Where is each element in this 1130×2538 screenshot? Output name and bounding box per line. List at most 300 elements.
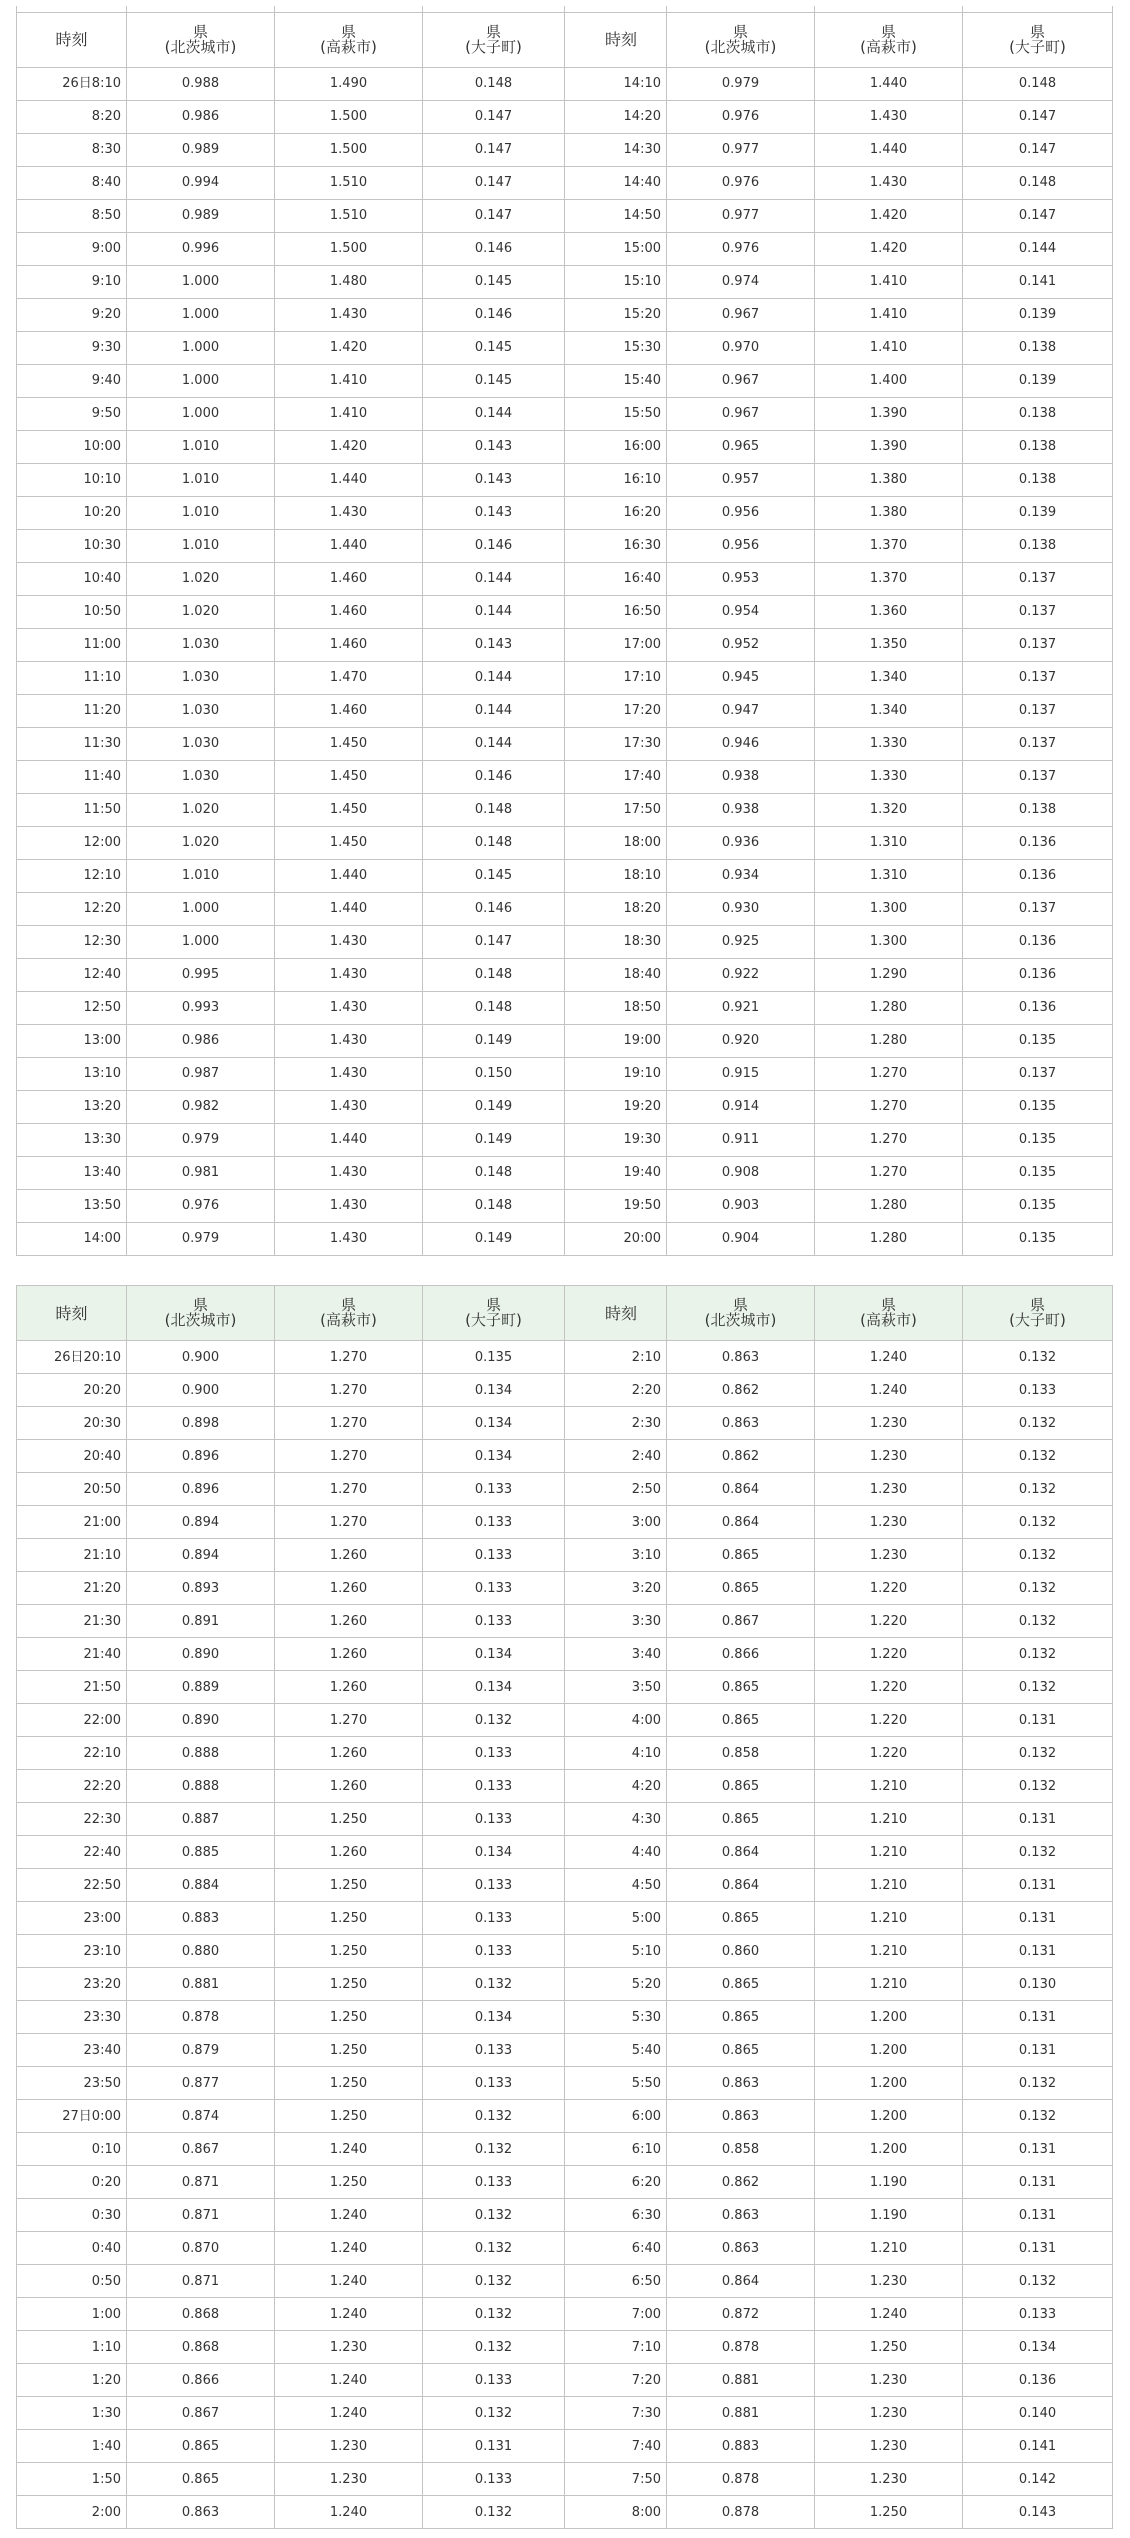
- time-cell: 3:10: [565, 1539, 667, 1572]
- takahagi-value: 1.290: [815, 958, 963, 991]
- daigo-value: 0.133: [423, 2463, 565, 2496]
- daigo-value: 0.148: [963, 67, 1113, 100]
- kitaibaraki-value: 0.889: [127, 1671, 275, 1704]
- takahagi-value: 1.480: [275, 265, 423, 298]
- kitaibaraki-value: 1.030: [127, 694, 275, 727]
- table-row: [17, 991, 1113, 1024]
- takahagi-value: 1.260: [275, 1605, 423, 1638]
- takahagi-value: 1.410: [275, 364, 423, 397]
- table-row: [17, 1407, 1113, 1440]
- daigo-value: 0.144: [423, 397, 565, 430]
- daigo-value: 0.135: [963, 1189, 1113, 1222]
- time-cell: 10:00: [17, 430, 127, 463]
- time-cell: 14:30: [565, 133, 667, 166]
- daigo-value: 0.144: [423, 694, 565, 727]
- kitaibaraki-value: 0.957: [667, 463, 815, 496]
- time-cell: 12:30: [17, 925, 127, 958]
- takahagi-value: 1.450: [275, 826, 423, 859]
- table-row: [17, 1189, 1113, 1222]
- daigo-value: 0.137: [963, 760, 1113, 793]
- kitaibaraki-value: 0.925: [667, 925, 815, 958]
- daigo-value: 0.144: [963, 232, 1113, 265]
- takahagi-value: 1.430: [815, 100, 963, 133]
- kitaibaraki-value: 0.888: [127, 1737, 275, 1770]
- daigo-value: 0.143: [423, 463, 565, 496]
- time-cell: 10:50: [17, 595, 127, 628]
- takahagi-value: 1.430: [275, 1156, 423, 1189]
- daigo-value: 0.134: [423, 1440, 565, 1473]
- time-cell: 20:00: [565, 1222, 667, 1255]
- takahagi-value: 1.220: [815, 1704, 963, 1737]
- daigo-value: 0.133: [423, 1803, 565, 1836]
- daigo-header: 県 (大子町): [423, 1286, 565, 1341]
- takahagi-value: 1.450: [275, 727, 423, 760]
- takahagi-value: 1.230: [815, 2364, 963, 2397]
- time-cell: 0:50: [17, 2265, 127, 2298]
- daigo-value: 0.146: [423, 760, 565, 793]
- kitaibaraki-value: 0.874: [127, 2100, 275, 2133]
- daigo-value: 0.143: [963, 2496, 1113, 2529]
- table-row: [17, 166, 1113, 199]
- daigo-value: 0.133: [963, 2298, 1113, 2331]
- kitaibaraki-value: 0.881: [667, 2397, 815, 2430]
- time-cell: 16:20: [565, 496, 667, 529]
- time-cell: 22:10: [17, 1737, 127, 1770]
- table-row: [17, 892, 1113, 925]
- takahagi-value: 1.370: [815, 529, 963, 562]
- time-cell: 1:40: [17, 2430, 127, 2463]
- kitaibaraki-value: 0.865: [667, 1770, 815, 1803]
- time-cell: 7:00: [565, 2298, 667, 2331]
- time-cell: 6:10: [565, 2133, 667, 2166]
- daigo-header: 県 (大子町): [423, 12, 565, 67]
- time-cell: 2:40: [565, 1440, 667, 1473]
- takahagi-value: 1.430: [275, 925, 423, 958]
- daigo-value: 0.136: [963, 958, 1113, 991]
- table-row: [17, 2067, 1113, 2100]
- daigo-value: 0.133: [423, 1869, 565, 1902]
- kitaibaraki-value: 1.010: [127, 463, 275, 496]
- kitaibaraki-value: 0.872: [667, 2298, 815, 2331]
- kitaibaraki-value: 0.887: [127, 1803, 275, 1836]
- time-cell: 9:40: [17, 364, 127, 397]
- kitaibaraki-value: 0.945: [667, 661, 815, 694]
- takahagi-value: 1.410: [275, 397, 423, 430]
- time-cell: 5:10: [565, 1935, 667, 1968]
- kitaibaraki-value: 0.863: [667, 2199, 815, 2232]
- daigo-value: 0.132: [423, 2265, 565, 2298]
- takahagi-header: 県 (高萩市): [815, 12, 963, 67]
- daigo-value: 0.133: [423, 1506, 565, 1539]
- time-cell: 7:20: [565, 2364, 667, 2397]
- time-cell: 3:00: [565, 1506, 667, 1539]
- kitaibaraki-value: 0.858: [667, 1737, 815, 1770]
- time-cell: 0:10: [17, 2133, 127, 2166]
- takahagi-value: 1.210: [815, 1836, 963, 1869]
- daigo-value: 0.133: [423, 2166, 565, 2199]
- daigo-value: 0.135: [963, 1156, 1113, 1189]
- takahagi-value: 1.270: [275, 1407, 423, 1440]
- takahagi-value: 1.220: [815, 1638, 963, 1671]
- kitaibaraki-value: 1.000: [127, 925, 275, 958]
- time-cell: 17:20: [565, 694, 667, 727]
- kitaibaraki-value: 0.878: [667, 2496, 815, 2529]
- table-row: [17, 364, 1113, 397]
- time-cell: 6:20: [565, 2166, 667, 2199]
- kitaibaraki-value: 1.020: [127, 826, 275, 859]
- table-body: [17, 1341, 1113, 2529]
- daigo-value: 0.150: [423, 1057, 565, 1090]
- daigo-value: 0.133: [423, 1737, 565, 1770]
- takahagi-header: 県 (高萩市): [275, 1286, 423, 1341]
- table-row: [17, 1902, 1113, 1935]
- table-row: [17, 2100, 1113, 2133]
- time-cell: 7:40: [565, 2430, 667, 2463]
- time-cell: 5:40: [565, 2034, 667, 2067]
- time-cell: 20:50: [17, 1473, 127, 1506]
- daigo-value: 0.148: [423, 826, 565, 859]
- table-row: [17, 1473, 1113, 1506]
- time-cell: 13:20: [17, 1090, 127, 1123]
- table-row: [17, 133, 1113, 166]
- time-cell: 14:50: [565, 199, 667, 232]
- time-cell: 15:40: [565, 364, 667, 397]
- table-row: [17, 2199, 1113, 2232]
- table-row: [17, 1968, 1113, 2001]
- table-row: [17, 298, 1113, 331]
- daigo-value: 0.137: [963, 694, 1113, 727]
- kitaibaraki-value: 1.000: [127, 298, 275, 331]
- time-cell: 0:30: [17, 2199, 127, 2232]
- time-cell: 17:00: [565, 628, 667, 661]
- takahagi-value: 1.420: [275, 331, 423, 364]
- daigo-value: 0.145: [423, 331, 565, 364]
- time-cell: 19:40: [565, 1156, 667, 1189]
- time-cell: 21:00: [17, 1506, 127, 1539]
- kitaibaraki-value: 0.996: [127, 232, 275, 265]
- daigo-value: 0.144: [423, 661, 565, 694]
- time-cell: 11:50: [17, 793, 127, 826]
- kitaibaraki-value: 1.030: [127, 727, 275, 760]
- daigo-value: 0.138: [963, 793, 1113, 826]
- time-cell: 12:50: [17, 991, 127, 1024]
- table-row: [17, 661, 1113, 694]
- daigo-value: 0.133: [423, 1572, 565, 1605]
- kitaibaraki-value: 0.965: [667, 430, 815, 463]
- time-cell: 11:20: [17, 694, 127, 727]
- table-row: [17, 727, 1113, 760]
- time-cell: 18:50: [565, 991, 667, 1024]
- takahagi-value: 1.270: [275, 1440, 423, 1473]
- daigo-value: 0.148: [963, 166, 1113, 199]
- time-cell: 23:40: [17, 2034, 127, 2067]
- takahagi-value: 1.270: [275, 1473, 423, 1506]
- daigo-value: 0.144: [423, 595, 565, 628]
- daigo-value: 0.133: [423, 1770, 565, 1803]
- daigo-value: 0.136: [963, 826, 1113, 859]
- takahagi-value: 1.230: [815, 1473, 963, 1506]
- takahagi-value: 1.460: [275, 562, 423, 595]
- time-cell: 0:20: [17, 2166, 127, 2199]
- kitaibaraki-value: 1.000: [127, 397, 275, 430]
- daigo-value: 0.135: [963, 1123, 1113, 1156]
- takahagi-value: 1.300: [815, 892, 963, 925]
- daigo-value: 0.134: [423, 1638, 565, 1671]
- time-cell: 18:10: [565, 859, 667, 892]
- table-row: [17, 529, 1113, 562]
- daigo-value: 0.147: [963, 199, 1113, 232]
- kitaibaraki-value: 1.000: [127, 364, 275, 397]
- kitaibaraki-value: 0.936: [667, 826, 815, 859]
- takahagi-value: 1.280: [815, 1024, 963, 1057]
- kitaibaraki-value: 0.865: [127, 2463, 275, 2496]
- table-row: [17, 331, 1113, 364]
- kitaibaraki-value: 0.981: [127, 1156, 275, 1189]
- takahagi-value: 1.460: [275, 694, 423, 727]
- kitaibaraki-value: 0.867: [127, 2397, 275, 2430]
- daigo-value: 0.131: [963, 2199, 1113, 2232]
- daigo-value: 0.134: [423, 2001, 565, 2034]
- takahagi-value: 1.450: [275, 760, 423, 793]
- time-cell: 13:00: [17, 1024, 127, 1057]
- time-cell: 7:50: [565, 2463, 667, 2496]
- daigo-value: 0.142: [963, 2463, 1113, 2496]
- kitaibaraki-value: 0.967: [667, 298, 815, 331]
- kitaibaraki-value: 0.970: [667, 331, 815, 364]
- time-cell: 10:20: [17, 496, 127, 529]
- kitaibaraki-value: 0.976: [667, 100, 815, 133]
- kitaibaraki-value: 0.862: [667, 2166, 815, 2199]
- time-cell: 10:10: [17, 463, 127, 496]
- kitaibaraki-value: 0.890: [127, 1704, 275, 1737]
- takahagi-value: 1.260: [275, 1770, 423, 1803]
- kitaibaraki-value: 0.867: [667, 1605, 815, 1638]
- kitaibaraki-value: 0.866: [127, 2364, 275, 2397]
- table-row: [17, 760, 1113, 793]
- daigo-value: 0.133: [423, 2067, 565, 2100]
- table-row: [17, 2364, 1113, 2397]
- time-cell: 19:20: [565, 1090, 667, 1123]
- kitaibaraki-value: 0.864: [667, 1473, 815, 1506]
- header-row: [17, 1286, 1113, 1341]
- kitaibaraki-value: 0.864: [667, 1506, 815, 1539]
- time-cell: 26日8:10: [17, 67, 127, 100]
- kitaibaraki-value: 1.010: [127, 496, 275, 529]
- table-row: [17, 1770, 1113, 1803]
- time-cell: 9:00: [17, 232, 127, 265]
- kitaibaraki-value: 0.865: [667, 1968, 815, 2001]
- takahagi-value: 1.430: [275, 1090, 423, 1123]
- takahagi-value: 1.210: [815, 2232, 963, 2265]
- table-row: [17, 2331, 1113, 2364]
- table-row: [17, 2463, 1113, 2496]
- time-cell: 15:00: [565, 232, 667, 265]
- kitaibaraki-value: 1.030: [127, 628, 275, 661]
- daigo-value: 0.132: [423, 1704, 565, 1737]
- kitaibaraki-value: 0.986: [127, 1024, 275, 1057]
- time-cell: 17:30: [565, 727, 667, 760]
- kitaibaraki-value: 0.989: [127, 199, 275, 232]
- takahagi-value: 1.270: [275, 1506, 423, 1539]
- table-row: [17, 1156, 1113, 1189]
- kitaibaraki-value: 0.865: [667, 1704, 815, 1737]
- daigo-value: 0.131: [963, 1704, 1113, 1737]
- time-cell: 12:10: [17, 859, 127, 892]
- time-cell: 2:50: [565, 1473, 667, 1506]
- takahagi-value: 1.460: [275, 595, 423, 628]
- time-cell: 12:00: [17, 826, 127, 859]
- takahagi-value: 1.490: [275, 67, 423, 100]
- takahagi-value: 1.400: [815, 364, 963, 397]
- daigo-value: 0.132: [423, 2298, 565, 2331]
- daigo-value: 0.131: [963, 2232, 1113, 2265]
- daigo-value: 0.131: [963, 1935, 1113, 1968]
- kitaibaraki-value: 0.862: [667, 1440, 815, 1473]
- daigo-value: 0.132: [963, 2100, 1113, 2133]
- daigo-value: 0.146: [423, 892, 565, 925]
- takahagi-value: 1.250: [815, 2496, 963, 2529]
- takahagi-value: 1.330: [815, 760, 963, 793]
- daigo-value: 0.132: [423, 2133, 565, 2166]
- kitaibaraki-value: 1.010: [127, 859, 275, 892]
- time-cell: 6:00: [565, 2100, 667, 2133]
- table-row: [17, 397, 1113, 430]
- table-row: [17, 958, 1113, 991]
- daigo-value: 0.132: [423, 2397, 565, 2430]
- table-row: [17, 430, 1113, 463]
- kitaibaraki-header: 県 (北茨城市): [127, 12, 275, 67]
- time-cell: 22:30: [17, 1803, 127, 1836]
- kitaibaraki-value: 0.863: [667, 1407, 815, 1440]
- kitaibaraki-value: 0.865: [667, 1572, 815, 1605]
- kitaibaraki-value: 0.982: [127, 1090, 275, 1123]
- kitaibaraki-value: 0.977: [667, 133, 815, 166]
- kitaibaraki-value: 0.884: [127, 1869, 275, 1902]
- daigo-value: 0.133: [963, 1374, 1113, 1407]
- time-header: 時刻: [565, 1286, 667, 1341]
- daigo-value: 0.132: [963, 1836, 1113, 1869]
- time-cell: 19:00: [565, 1024, 667, 1057]
- takahagi-value: 1.230: [815, 1539, 963, 1572]
- daigo-value: 0.132: [423, 2100, 565, 2133]
- takahagi-value: 1.410: [815, 331, 963, 364]
- daigo-value: 0.135: [963, 1024, 1113, 1057]
- takahagi-value: 1.230: [275, 2331, 423, 2364]
- time-cell: 3:40: [565, 1638, 667, 1671]
- time-header: 時刻: [17, 1286, 127, 1341]
- takahagi-value: 1.430: [275, 1057, 423, 1090]
- daigo-value: 0.148: [423, 793, 565, 826]
- kitaibaraki-value: 0.871: [127, 2265, 275, 2298]
- takahagi-value: 1.370: [815, 562, 963, 595]
- daigo-value: 0.146: [423, 298, 565, 331]
- daigo-value: 0.135: [423, 1341, 565, 1374]
- takahagi-value: 1.430: [275, 1189, 423, 1222]
- time-cell: 4:10: [565, 1737, 667, 1770]
- takahagi-value: 1.440: [275, 1123, 423, 1156]
- time-cell: 13:50: [17, 1189, 127, 1222]
- table-body: [17, 67, 1113, 1255]
- takahagi-value: 1.230: [815, 1440, 963, 1473]
- time-cell: 8:40: [17, 166, 127, 199]
- time-cell: 7:30: [565, 2397, 667, 2430]
- takahagi-value: 1.390: [815, 397, 963, 430]
- takahagi-value: 1.230: [815, 2397, 963, 2430]
- daigo-value: 0.133: [423, 2364, 565, 2397]
- kitaibaraki-value: 0.864: [667, 1869, 815, 1902]
- daigo-value: 0.131: [423, 2430, 565, 2463]
- daigo-value: 0.133: [423, 1473, 565, 1506]
- takahagi-value: 1.270: [815, 1123, 963, 1156]
- time-cell: 12:40: [17, 958, 127, 991]
- time-cell: 17:10: [565, 661, 667, 694]
- time-cell: 26日20:10: [17, 1341, 127, 1374]
- takahagi-value: 1.240: [275, 2298, 423, 2331]
- kitaibaraki-value: 1.000: [127, 892, 275, 925]
- table-row: [17, 1638, 1113, 1671]
- kitaibaraki-value: 0.878: [667, 2463, 815, 2496]
- time-cell: 15:50: [565, 397, 667, 430]
- takahagi-value: 1.200: [815, 2001, 963, 2034]
- daigo-value: 0.132: [423, 1968, 565, 2001]
- takahagi-value: 1.430: [815, 166, 963, 199]
- daigo-value: 0.138: [963, 463, 1113, 496]
- takahagi-value: 1.230: [815, 2463, 963, 2496]
- table-row: [17, 2232, 1113, 2265]
- takahagi-value: 1.230: [815, 2430, 963, 2463]
- time-cell: 22:20: [17, 1770, 127, 1803]
- time-cell: 20:20: [17, 1374, 127, 1407]
- kitaibaraki-value: 0.865: [667, 2001, 815, 2034]
- kitaibaraki-value: 1.000: [127, 331, 275, 364]
- time-cell: 13:10: [17, 1057, 127, 1090]
- table-row: [17, 265, 1113, 298]
- takahagi-value: 1.430: [275, 1024, 423, 1057]
- daigo-value: 0.130: [963, 1968, 1113, 2001]
- daigo-value: 0.134: [423, 1836, 565, 1869]
- daigo-value: 0.132: [963, 1539, 1113, 1572]
- table-row: [17, 1341, 1113, 1374]
- kitaibaraki-value: 0.921: [667, 991, 815, 1024]
- daigo-value: 0.137: [963, 562, 1113, 595]
- daigo-value: 0.148: [423, 1156, 565, 1189]
- kitaibaraki-value: 0.954: [667, 595, 815, 628]
- time-cell: 8:20: [17, 100, 127, 133]
- takahagi-header: 県 (高萩市): [815, 1286, 963, 1341]
- table-row: [17, 694, 1113, 727]
- takahagi-value: 1.250: [275, 1902, 423, 1935]
- takahagi-value: 1.470: [275, 661, 423, 694]
- kitaibaraki-value: 0.863: [667, 2232, 815, 2265]
- time-cell: 0:40: [17, 2232, 127, 2265]
- time-cell: 3:20: [565, 1572, 667, 1605]
- time-cell: 15:20: [565, 298, 667, 331]
- daigo-value: 0.138: [963, 529, 1113, 562]
- radiation-table-2: [16, 1285, 1113, 2529]
- daigo-value: 0.135: [963, 1090, 1113, 1123]
- kitaibaraki-value: 0.891: [127, 1605, 275, 1638]
- takahagi-value: 1.200: [815, 2034, 963, 2067]
- daigo-value: 0.138: [963, 430, 1113, 463]
- time-cell: 11:10: [17, 661, 127, 694]
- takahagi-value: 1.200: [815, 2100, 963, 2133]
- table-row: [17, 826, 1113, 859]
- takahagi-value: 1.250: [275, 2067, 423, 2100]
- kitaibaraki-value: 0.976: [667, 166, 815, 199]
- kitaibaraki-value: 0.979: [127, 1123, 275, 1156]
- kitaibaraki-value: 0.860: [667, 1935, 815, 1968]
- kitaibaraki-value: 0.896: [127, 1440, 275, 1473]
